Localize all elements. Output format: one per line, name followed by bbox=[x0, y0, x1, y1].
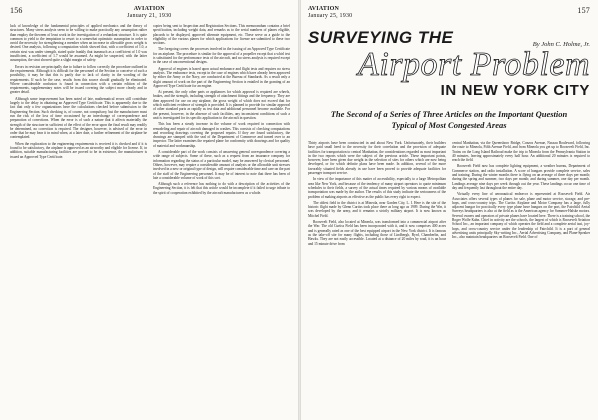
right-journal-name: AVIATION bbox=[308, 6, 340, 12]
paragraph: A considerable part of the work consists of answering general correspondence covering a wide range of subjects. Some of these, such as a request from an insurance company for information regarding the status of a particular model, may be answered by clerical personnel. Others, however, may require a considerable amount of analysis or the allowable unit stresses involved in a new or original type of design, will require considerable time and care on the part of the staff of the Engineering personnel. It may be of interest to note that there has been of late a considerable volume of work of this sort. bbox=[153, 150, 290, 180]
paragraph: When the exploration to the engineering requirements is received it is checked and if it is found to be satisfactory, the airplane is approved as an airworthy and eligible for license. If, in addition, suitable manufacturing facilities are proved to be in existence, the manufacturer is issued an Approved Type Certificate. bbox=[10, 141, 147, 159]
right-page-number: 157 bbox=[577, 6, 590, 15]
right-column-2 bbox=[452, 141, 590, 248]
left-journal-block bbox=[127, 6, 171, 20]
paragraph: The oldest field in the district is at Mineola, near Garden City, L. I. Here is the site of the historic flight made by Glenn Curtiss took place there as long ago as 1909. During the War, it was developed by the army, and it remains a strictly military airport. It is now known as Mitchel Field. bbox=[308, 200, 446, 218]
paragraph: Roosevelt Field now has complete lighting equipment, a weather bureau, Department of Commerce station, and radio installation. A score of hangars provide complete service, sales and training. During the winter months there is flying on an average of three days per month; during the spring and summer, two days per month; and during summer, one day per month. Landings average nine days per week through out the year. These landings occur one time of day and frequently last throughout the entire day. bbox=[452, 164, 590, 190]
byline: By John C. Holme, Jr. bbox=[532, 41, 590, 48]
left-column-1 bbox=[10, 24, 147, 197]
headline-surveying: SURVEYING THE bbox=[308, 28, 454, 47]
paragraph: Roosevelt Field, also located at Mineola, was transformed into a commercial airport after the War. The old Curtiss Field has been incorporated with it, and it now comprises 400 acres and is generally rated as one of the best equipped airport in the New York district. It is famous as the take-off site for many flights, including those of Lindbergh, Byrd, Chamberlin, and Hawks. They are not easily accessible. Located at a distance of 20 miles by road, it is an hour and 15 minute drive from bbox=[308, 220, 446, 246]
paragraph: lack of knowledge of the fundamental principles of applied mechanics and the theory of structures. Many stress analysts seem to be willing to make practically any assumption rather than employ the theorem of least work in the investigation of a redundant structure. It is quite common to yield to the temptation to resort to a somewhat optimistic assumption in order to avoid the necessity for strengthening a member when an increase in allowable gross weight is desired. One analysis, following a computation which showed that, with a coefficient of 1.0, a certain strut was under strength, stated quite frankly that inasmuch as a coefficient of 1.0 was insufficient, a coefficient of 1.7 would be assumed. As might be suspected, with the latter assumption, the strut showed quite a slight margin of safety. bbox=[10, 24, 147, 63]
paragraph: The foregoing covers the processes involved in the issuing of an Approved Type Certificate for an airplane. The procedure is similar for the approval of a propeller except that a whirl test is substituted for the performance tests of the aircraft, and no stress analysis is required except in the case of unconventional designs. bbox=[153, 47, 290, 65]
paragraph: Errors in revision are principally due to failure to follow correctly the procedure outlined in the requirements. Although it is difficult for the personnel of the Section to conceive of such a possibility, it may be that this is partly due to lack of clarity in the wording of the requirements. If such be the case, results from this source should gradually be eliminated. Where considerable confusion is found in connection with a certain edition of the requirements, supplementary notes will be issued covering the subject more clearly and in greater detail. bbox=[10, 64, 147, 95]
paragraph: Approval of engines is based upon actual endurance and flight tests and requires no stress analysis. The endurance tests, except in the case of engines which have already been approved by either the Army or the Navy, are conducted at the Bureau of Standards. As a result only a slight amount of work on the part of the Engineering Section is entailed in the granting of an Approved Type Certificate for an engine. bbox=[153, 66, 290, 88]
left-running-head bbox=[10, 6, 290, 20]
paragraph: Virtually every line of aeronautical endeavor is represented at Roosevelt Field. Air Associates offers several types of planes for sale, plane and motor service, storage, and pre-hops, and cross-country trips. The Curtiss Airplane and Motor Company has a large, fully adjacent hangar for practically every type plane have hangars on the port, the Fairchild Aerial Surveys headquarters is also at the field as is the American agency for Sommer-Halske motors. Several owners and operators of private planes have located here. There is a training school, the Roger Wolfe Kahn. Chief in activity are the schools, the largest of which is Roosevelt Aviation School Inc., an important company of which operates the field and a complete aerial taxi, joy-hops, and cross-country service under the leadership of Fairchild. It is a part of general advertising units principally Sky-writing Inc., Aerial Advertising Company, and Plane-Speaker Inc., also maintain headquarters on Roosevelt Field. One of bbox=[452, 192, 590, 240]
left-page-number: 156 bbox=[10, 6, 23, 15]
headline-new-york: IN NEW YORK CITY bbox=[440, 82, 590, 99]
left-page bbox=[0, 0, 296, 420]
right-journal-block bbox=[308, 6, 352, 20]
right-running-head bbox=[308, 6, 590, 20]
paragraph: central Manhattan, via the Queensboro Bridge, Conzos Avenue, Nassau Boulevard, following the route to Mineola, Fifth Avenue Field, and from Mineola you get up to Roosevelt Field, Inc. Trains on the Long Island Railroad make the trip to Mineola from the Pennsylvania Station in 40 minutes, leaving approximately every half hour. An additional 20 minutes is required to reach the field. bbox=[452, 141, 590, 163]
right-page bbox=[302, 0, 598, 420]
book-gutter bbox=[298, 0, 301, 420]
lead-paragraph: Thirty airports have been constructed in and about New York. Unfortunately, their builders have paid small heed to the necessity for their correlation and the provision of adequate facilities for transportation to central Manhattan, the considerations regarded as most important in the two reports which were the subject of the previous article. These important points, however, have been given due weight in the selection of sites for others which are now being developed, or for which definite plans have been made. In addition, several of the more favorably situated fields already in use have been proved to provide adequate facilities for passenger transport service. bbox=[308, 141, 446, 176]
left-column-2 bbox=[153, 24, 290, 197]
paragraph: In view of the importance of this matter of accessibility, especially to a large Metropolitan area like New York, and because of the tendency of many airport operators to quote minimum schedules to their fields, a survey of the actual times required by various means of available transportation was made by the author. The results of this study indicate the seriousness of the problem of making airports as effective as the public has every right to expect. bbox=[308, 177, 446, 199]
paragraph: At present, the only other parts or appliances for which approval is required are wheels, brakes, and the strength, including strength of attachment fittings and the frequency. They are then approved for use on any airplane, the gross weight of which does not exceed that for which sufficient evidence of strength is provided. It is planned to provide for similar approval of other standard parts as rapidly as test data and additional personnel become available. For the present, however, in the absence of such facilities, any inconsistent conditions of such a unit is investigated for its specific application to the aircraft in question. bbox=[153, 90, 290, 120]
paragraph: copies being sent to Inspection and Registration Sections. This memorandum contains a brief specification, including weight data, and remarks as to the serial numbers of planes eligible, placards to be displayed, approved alternate equipment, etc. These serve as a guide to the eligibility of the various planes for which applications for license are submitted to these two sections. bbox=[153, 24, 290, 46]
article-deck: The Second of a Series of Three Articles on the Important Question Typical of Most Congested Areas bbox=[330, 109, 568, 130]
paragraph: Although some improvement has been noted of late, mathematical errors still contribute largely to the delay in obtaining an Approved Type Certificate. This is apparently due to the fact that only a few organizations have the calculations checked before submission to the Engineering Section. Such checking is, of course, not compulsory, but the manufacturer must run the risk of the loss of time occasioned by an interchange of correspondence and preparation of corrections. When the error is of such a nature that it affects materially the strength of the structure in sufficient of the effect of the error upon the final result may readily be determined, no correction is required. The designer, however, is advised of the error in order that he may bear it in mind when, at a later date, a further refinement of the airplane be contemplated. bbox=[10, 96, 147, 140]
paragraph: Although such a reference has nothing to do with a description of the activities of the Engineering Section, it is felt that this article would be incomplete if it failed to urge tribute to the spirit of cooperation exhibited by the aircraft manufacturers as a whole. bbox=[153, 182, 290, 195]
headline-airport-problem: Airport Problem bbox=[358, 46, 590, 83]
right-date: January 25, 1930 bbox=[308, 13, 353, 19]
paragraph: This has been a steady increase in the volume of work required in connection with remodeling and repair of aircraft damaged in crashes. This consists of checking computations and recording drawings covering the proposed repairs. If they are found satisfactory, the drawings are stamped with the seal of the Department of Commerce and turned over to an inspector. The latter examines the repaired plane for conformity with drawings and for quality of material and workmanship. bbox=[153, 122, 290, 148]
right-column-1 bbox=[308, 141, 446, 248]
left-journal-name: AVIATION bbox=[133, 6, 165, 12]
left-date: January 21, 1930 bbox=[127, 13, 172, 19]
